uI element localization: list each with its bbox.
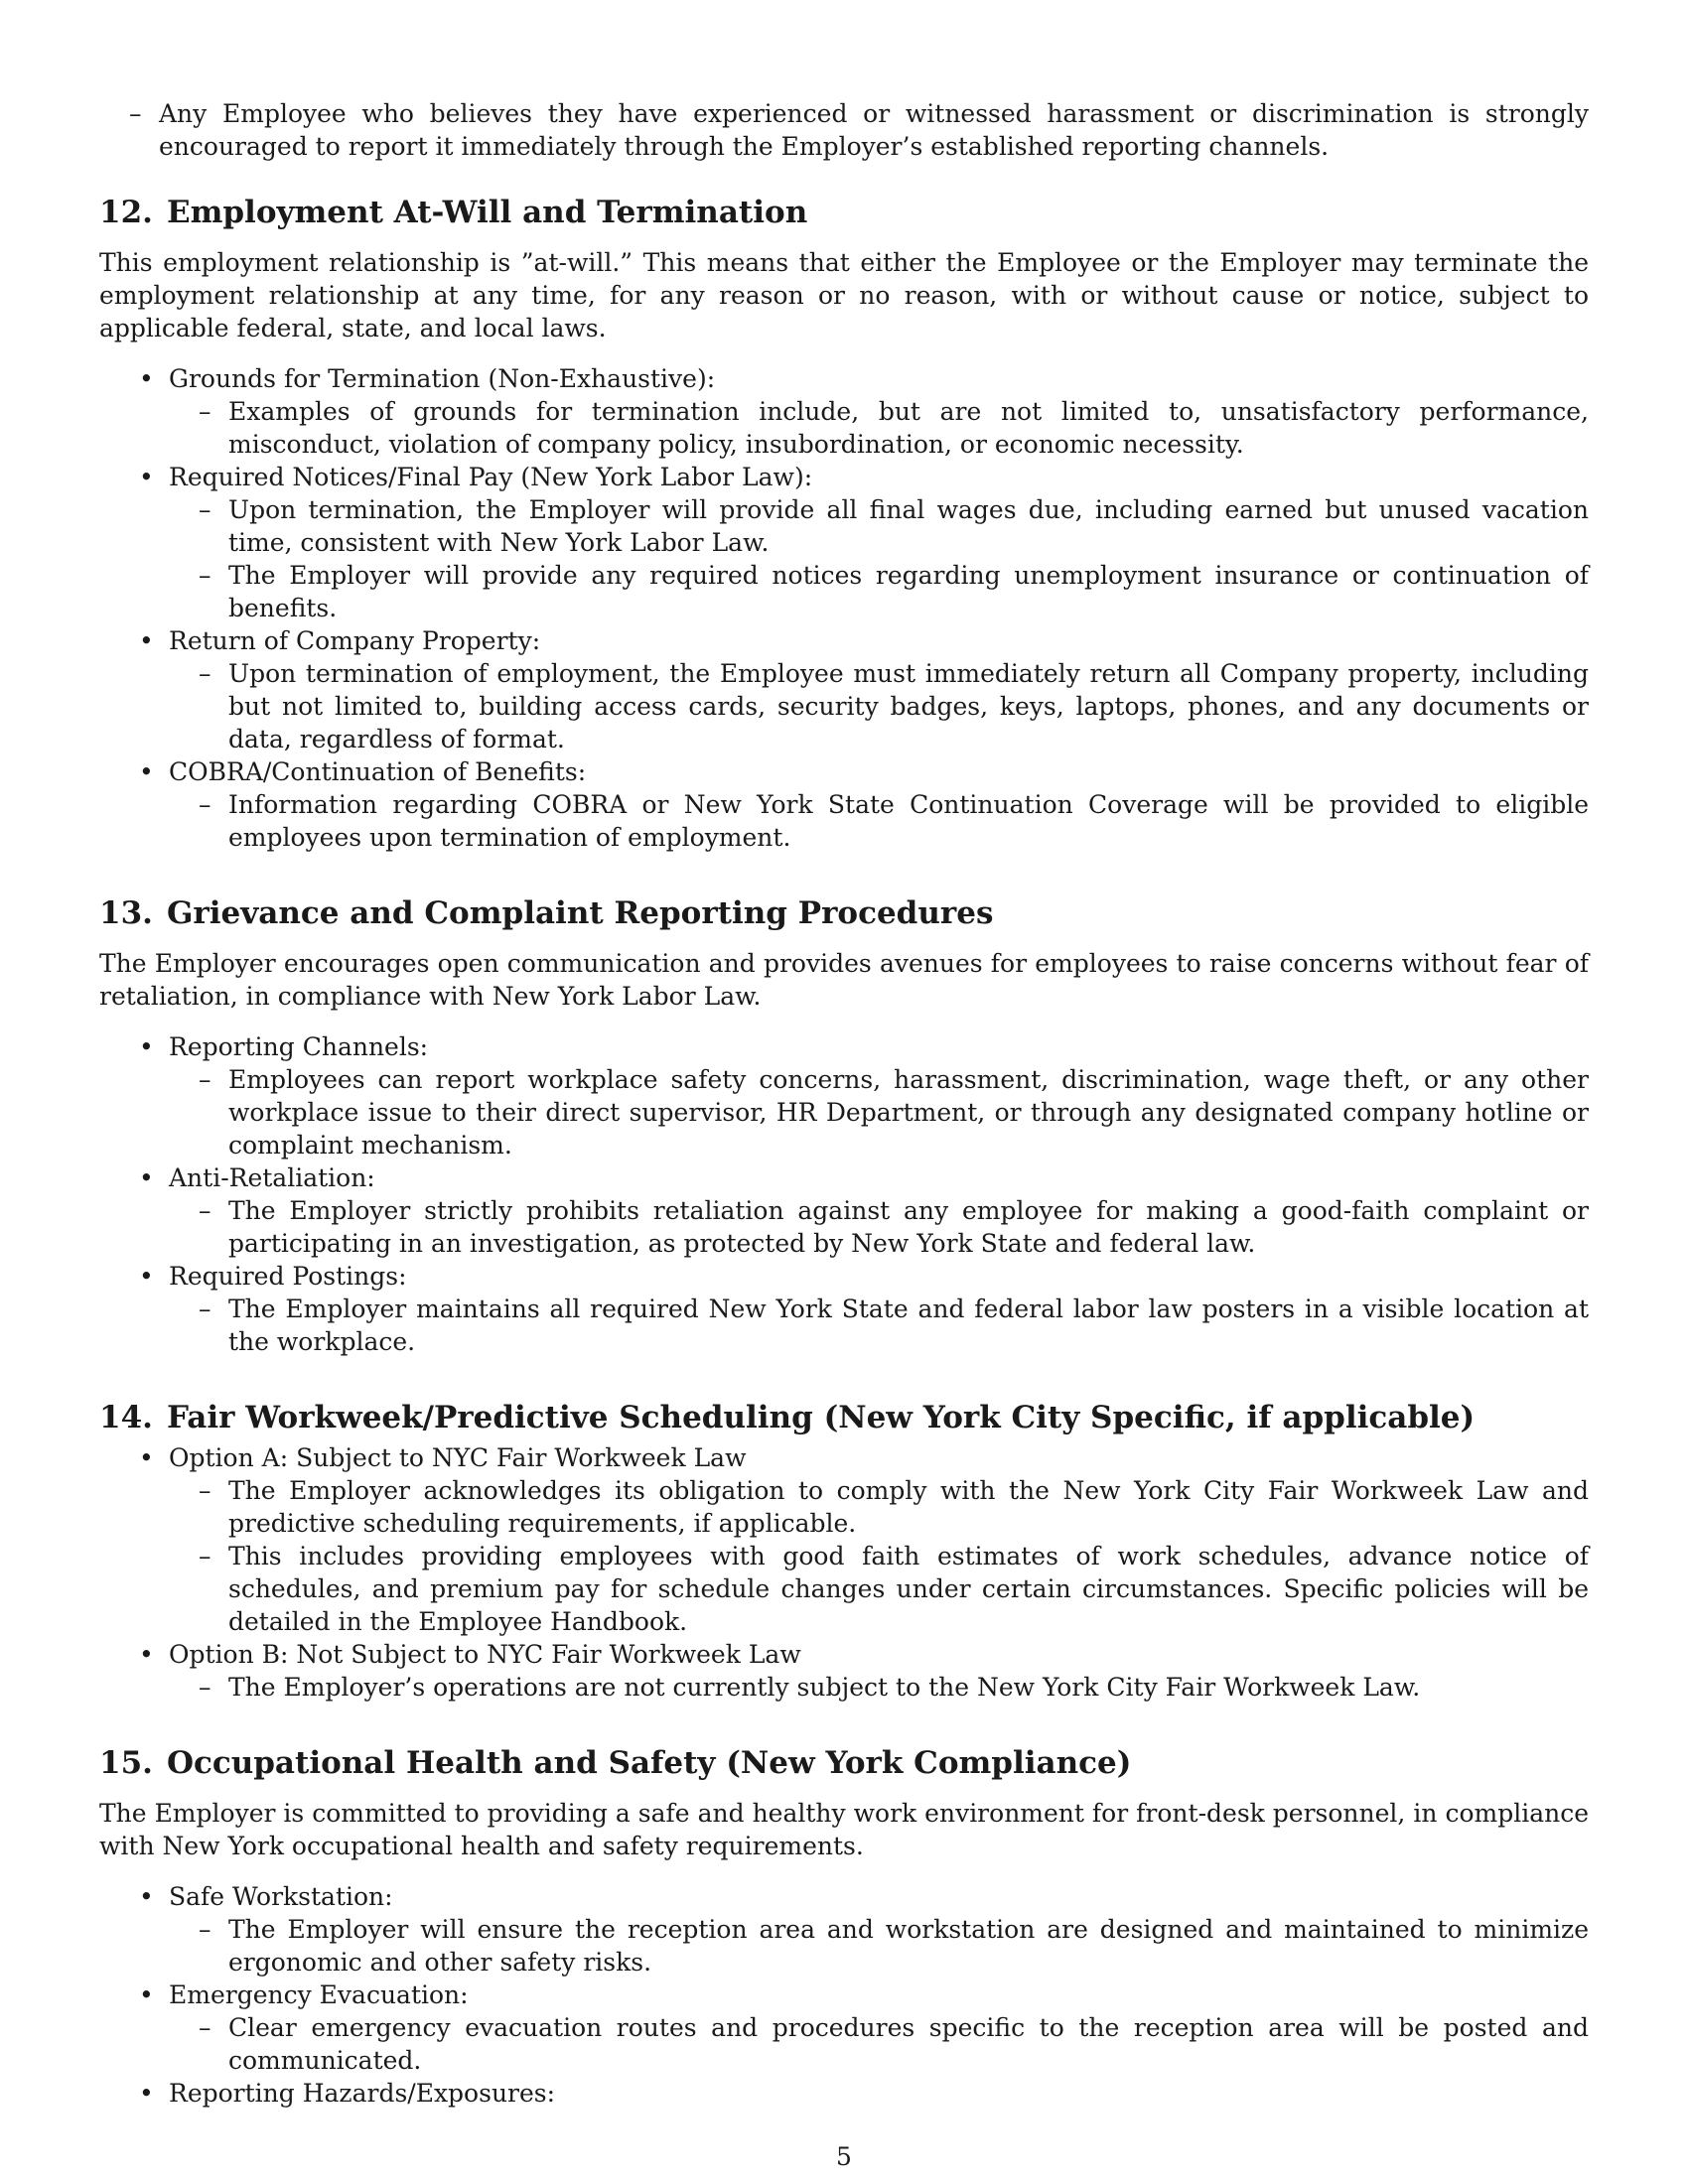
section-12 — [99, 193, 1589, 854]
section-list — [99, 1441, 1589, 1704]
document-page — [99, 97, 1589, 2110]
section-heading: 15. Occupational Health and Safety (New York Compliance) — [99, 1745, 1132, 1781]
sub-item: – Information regarding COBRA or New York State Continuation Coverage will be provided to eligible employees upon termination of employment. — [169, 788, 1589, 854]
list-item: • Anti-Retaliation: – The Employer strictly prohibits retaliation against any employee for making a good-faith complaint or participating in an investigation, as protected by New York State and federal law. — [99, 1161, 1589, 1260]
section-heading: 12. Employment At-Will and Termination — [99, 195, 808, 230]
list-item: • Reporting Hazards/Exposures: — [99, 2077, 1589, 2110]
section-heading: 14. Fair Workweek/Predictive Scheduling (New York City Specific, if applicable) — [99, 1400, 1476, 1435]
sub-item: – This includes providing employees with good faith estimates of work schedules, advance notice of schedules, and premium pay for schedule changes under certain circumstances. Specific policies will be detailed in the Employee Handbook. — [169, 1540, 1589, 1638]
sub-item: – The Employer acknowledges its obligation to comply with the New York City Fair Workweek Law and predictive scheduling requirements, if applicable. — [169, 1474, 1589, 1540]
list-item: • Grounds for Termination (Non-Exhaustive): – Examples of grounds for termination include, but are not limited to, unsatisfactory performance, misconduct, violation of company policy, insubordination, or economic necessity. — [99, 362, 1589, 461]
sub-item: – Upon termination of employment, the Employee must immediately return all Company property, including but not limited to, building access cards, security badges, keys, laptops, phones, and any documents or data, regardless of format. — [169, 657, 1589, 755]
sub-item: – The Employer will ensure the reception area and workstation are designed and maintained to minimize ergonomic and other safety risks. — [169, 1913, 1589, 1979]
list-item: • Emergency Evacuation: – Clear emergency evacuation routes and procedures specific to the reception area will be posted and communicated. — [99, 1979, 1589, 2077]
sub-item: – Employees can report workplace safety concerns, harassment, discrimination, wage theft, or any other workplace issue to their direct supervisor, HR Department, or through any designated company hotline or complaint mechanism. — [169, 1063, 1589, 1161]
section-list — [99, 1030, 1589, 1358]
section-intro: The Employer is committed to providing a safe and healthy work environment for front-desk personnel, in compliance with New York occupational health and safety requirements. — [99, 1799, 1589, 1860]
section-14 — [99, 1398, 1589, 1704]
carryover-item: – Any Employee who believes they have experienced or witnessed harassment or discrimination is strongly encouraged to report it immediately through the Employer’s established reporting channels. — [99, 97, 1589, 163]
list-item: • Required Notices/Final Pay (New York Labor Law): – Upon termination, the Employer will provide all final wages due, including earned but unused vacation time, consistent with New York Labor Law. – The Employer will provide any required notices regarding unemployment insurance or continuation of benefits. — [99, 461, 1589, 624]
list-item: • Option B: Not Subject to NYC Fair Workweek Law – The Employer’s operations are not currently subject to the New York City Fair Workweek Law. — [99, 1638, 1589, 1704]
list-item: • Safe Workstation: – The Employer will ensure the reception area and workstation are designed and maintained to minimize ergonomic and other safety risks. — [99, 1880, 1589, 1979]
section-heading: 13. Grievance and Complaint Reporting Procedures — [99, 895, 994, 931]
section-list — [99, 1880, 1589, 2110]
section-list — [99, 362, 1589, 854]
sub-item: – The Employer’s operations are not currently subject to the New York City Fair Workweek Law. — [169, 1671, 1589, 1704]
list-item: • Required Postings: – The Employer maintains all required New York State and federal labor law posters in a visible location at the workplace. — [99, 1260, 1589, 1358]
sub-item: – Clear emergency evacuation routes and procedures specific to the reception area will be posted and communicated. — [169, 2011, 1589, 2077]
section-intro: This employment relationship is ”at-will.” This means that either the Employee or the Employer may terminate the employment relationship at any time, for any reason or no reason, with or without cause or notice, subject to applicable federal, state, and local laws. — [99, 248, 1589, 342]
sub-item: – The Employer strictly prohibits retaliation against any employee for making a good-faith complaint or participating in an investigation, as protected by New York State and federal law. — [169, 1194, 1589, 1260]
section-intro: The Employer encourages open communication and provides avenues for employees to raise concerns without fear of retaliation, in compliance with New York Labor Law. — [99, 949, 1589, 1011]
sub-item: – The Employer will provide any required notices regarding unemployment insurance or continuation of benefits. — [169, 559, 1589, 624]
section-13 — [99, 893, 1589, 1358]
page-number: 5 — [836, 2142, 852, 2171]
carryover-list — [99, 97, 1589, 163]
sub-item: – Upon termination, the Employer will provide all final wages due, including earned but unused vacation time, consistent with New York Labor Law. — [169, 493, 1589, 559]
list-item: • Return of Company Property: – Upon termination of employment, the Employee must immediately return all Company property, including but not limited to, building access cards, security badges, keys, laptops, phones, and any documents or data, regardless of format. — [99, 624, 1589, 755]
list-item: • COBRA/Continuation of Benefits: – Information regarding COBRA or New York State Continuation Coverage will be provided to eligible employees upon termination of employment. — [99, 755, 1589, 854]
sub-item: – Examples of grounds for termination include, but are not limited to, unsatisfactory performance, misconduct, violation of company policy, insubordination, or economic necessity. — [169, 395, 1589, 461]
list-item: • Option A: Subject to NYC Fair Workweek Law – The Employer acknowledges its obligation to comply with the New York City Fair Workweek Law and predictive scheduling requirements, if applicable. – This includes providing employees with good faith estimates of work schedules, advance notice of schedules, and premium pay for schedule changes under certain circumstances. Specific policies will be detailed in the Employee Handbook. — [99, 1441, 1589, 1638]
list-item: • Reporting Channels: – Employees can report workplace safety concerns, harassment, discrimination, wage theft, or any other workplace issue to their direct supervisor, HR Department, or through any designated company hotline or complaint mechanism. — [99, 1030, 1589, 1161]
sub-item: – The Employer maintains all required New York State and federal labor law posters in a visible location at the workplace. — [169, 1293, 1589, 1358]
section-15 — [99, 1743, 1589, 2110]
